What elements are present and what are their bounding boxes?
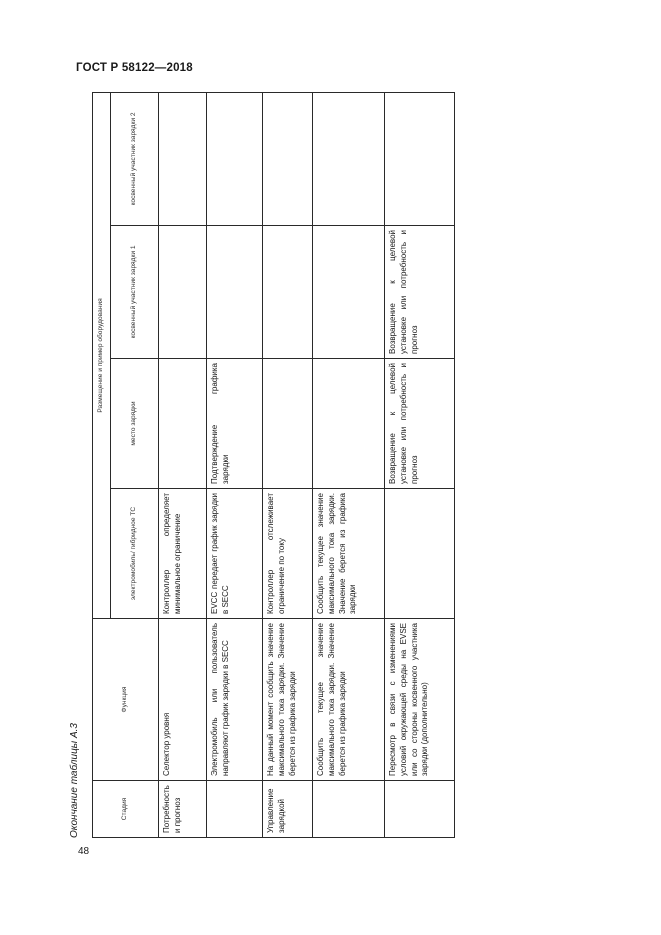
- cell-site: [313, 359, 385, 489]
- cell-ev: Сообщить текущее значение максимального тока зарядки. Значение берется из графика зарядки: [313, 489, 385, 619]
- cell-function: Селектор уровня: [159, 619, 207, 781]
- cell-ev: [385, 489, 455, 619]
- cell-party1: [313, 226, 385, 359]
- cell-function: Электромобиль или пользователь направляют график зарядки в SECC: [207, 619, 263, 781]
- header-site: место зарядки: [111, 359, 159, 489]
- header-ev: электромобиль/ гибридное ТС: [111, 489, 159, 619]
- rotated-table-block: [58, 93, 448, 838]
- table-row: [385, 92, 455, 837]
- cell-stage: Управление зарядкой: [263, 781, 313, 838]
- cell-party2: [263, 92, 313, 225]
- header-function: Функция: [93, 619, 159, 781]
- header-party1: косвенный участник зарядки 1: [111, 226, 159, 359]
- cell-function: Пересмотр в связи с изменениями условий окружающей среды на EVSE или со стороны косвенного участника зарядки (дополнительно): [385, 619, 455, 781]
- table-row: [263, 92, 313, 837]
- cell-ev: Контроллер отслеживает ограничение по току: [263, 489, 313, 619]
- cell-party1: [207, 226, 263, 359]
- cell-party1: [159, 226, 207, 359]
- cell-site: [263, 359, 313, 489]
- cell-site: Возвращение к целевой установке или потребность и прогноз: [385, 359, 455, 489]
- cell-party2: [207, 92, 263, 225]
- document-header: ГОСТ Р 58122—2018: [76, 62, 193, 74]
- cell-site: Подтверждение графика зарядки: [207, 359, 263, 489]
- cell-party2: [159, 92, 207, 225]
- cell-party1: [263, 226, 313, 359]
- equipment-table: [92, 92, 455, 838]
- cell-function: На данный момент сообщить значение максимального тока зарядки. Значение берется из графика зарядки: [263, 619, 313, 781]
- table-row: [159, 92, 207, 837]
- table-row: [313, 92, 385, 837]
- table-row: [207, 92, 263, 837]
- page-number: 48: [78, 846, 90, 857]
- cell-party2: [313, 92, 385, 225]
- cell-stage: [313, 781, 385, 838]
- cell-stage: [207, 781, 263, 838]
- header-stage: Стадия: [93, 781, 159, 838]
- cell-stage: Потребность и прогноз: [159, 781, 207, 838]
- cell-function: Сообщить текущее значение максимального тока зарядки. Значение берется из графика зарядки: [313, 619, 385, 781]
- cell-site: [159, 359, 207, 489]
- cell-ev: EVCC передает график зарядки в SECC: [207, 489, 263, 619]
- cell-stage: [385, 781, 455, 838]
- header-party2: косвенный участник зарядки 2: [111, 92, 159, 225]
- cell-party1: Возвращение к целевой установке или потребность и прогноз: [385, 226, 455, 359]
- table-caption: Окончание таблицы А.3: [69, 723, 80, 838]
- cell-party2: [385, 92, 455, 225]
- header-group: Размещение и пример оборудования: [93, 92, 111, 618]
- cell-ev: Контроллер определяет минимальное ограничение: [159, 489, 207, 619]
